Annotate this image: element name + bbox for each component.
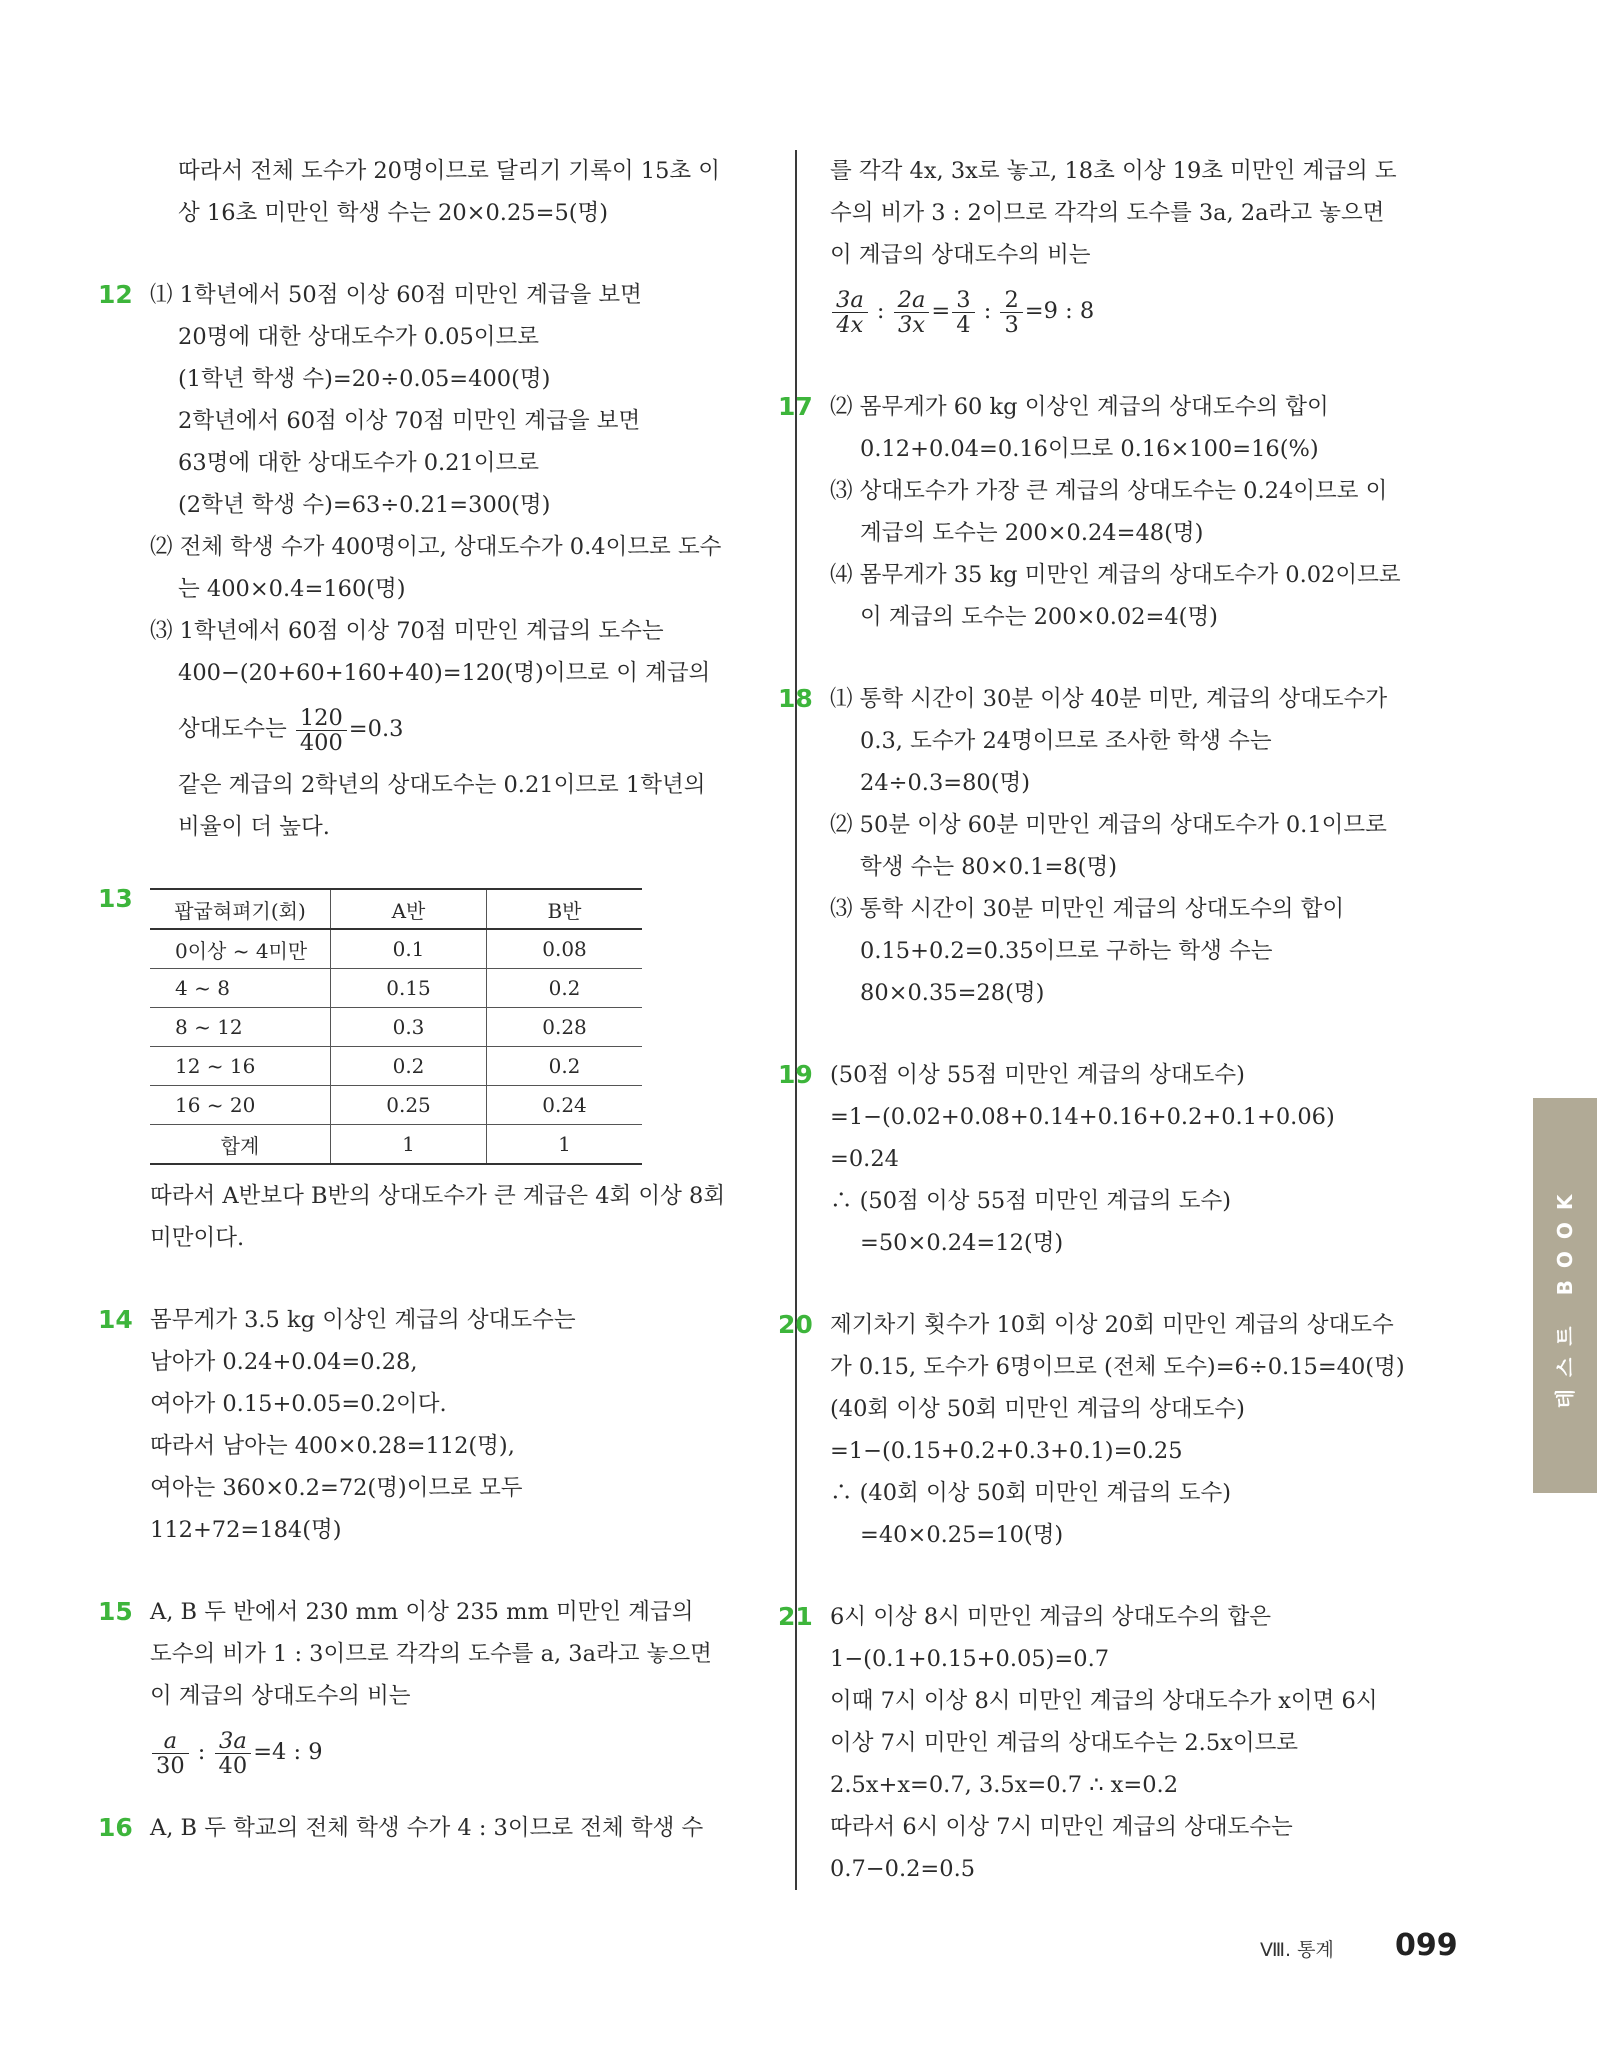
text-line: ∴ (40회 이상 50회 미만인 계급의 도수) <box>830 1480 1232 1506</box>
text-line: =40×0.25=10(명) <box>860 1522 1064 1548</box>
text-line: 는 400×0.4=160(명) <box>178 576 406 602</box>
problem-number: 16 <box>98 1813 133 1842</box>
header-cell: A반 <box>331 889 487 929</box>
problem-16 <box>98 1807 760 1849</box>
text-line: 이상 7시 미만인 계급의 상대도수는 2.5x이므로 <box>830 1730 1299 1756</box>
text-line: 상 16초 미만인 학생 수는 20×0.25=5(명) <box>178 200 609 226</box>
text-line: 몸무게가 3.5 kg 이상인 계급의 상대도수는 <box>150 1307 576 1333</box>
text-line: ∴ (50점 이상 55점 미만인 계급의 도수) <box>830 1188 1232 1214</box>
text-line: 6시 이상 8시 미만인 계급의 상대도수의 합은 <box>830 1604 1272 1630</box>
text-line: ⑴ 1학년에서 50점 이상 60점 미만인 계급을 보면 <box>150 282 642 308</box>
table-cell: 0.1 <box>331 929 487 969</box>
problem-20 <box>778 1304 1450 1556</box>
side-tab-label: 테스트 BOOK <box>1553 1182 1577 1409</box>
fraction <box>952 288 974 337</box>
problem-number: 15 <box>98 1597 133 1626</box>
page-number: 099 <box>1395 1928 1458 1963</box>
text-line: 이때 7시 이상 8시 미만인 계급의 상대도수가 x이면 6시 <box>830 1688 1378 1714</box>
fraction <box>832 288 868 337</box>
denominator: 4x <box>836 311 864 338</box>
text-line: 여아는 360×0.2=72(명)이므로 모두 <box>150 1475 523 1501</box>
problem-17 <box>778 386 1450 638</box>
text-line: 제기차기 횟수가 10회 이상 20회 미만인 계급의 상대도수 <box>830 1312 1394 1338</box>
problem-16-continued <box>830 150 1450 346</box>
denominator: 30 <box>156 1752 185 1779</box>
numerator: 2 <box>1000 288 1022 313</box>
fraction-line <box>150 1717 760 1787</box>
text-line: 1−(0.1+0.15+0.05)=0.7 <box>830 1646 1110 1672</box>
right-column <box>778 150 1450 1890</box>
text-fragment: =9 : 8 <box>1024 298 1095 324</box>
table-row <box>150 1047 642 1086</box>
table-row <box>150 1086 642 1125</box>
text-line: 0.15+0.2=0.35이므로 구하는 학생 수는 <box>860 938 1273 964</box>
numerator: 2a <box>894 288 930 313</box>
text-line: 학생 수는 80×0.1=8(명) <box>860 854 1117 880</box>
text-line: 63명에 대한 상대도수가 0.21이므로 <box>178 450 540 476</box>
text-line: 80×0.35=28(명) <box>860 980 1045 1006</box>
numerator: a <box>152 1729 189 1754</box>
text-line: 계급의 도수는 200×0.24=48(명) <box>860 520 1204 546</box>
table-cell: 1 <box>331 1125 487 1165</box>
problem-number: 21 <box>778 1602 813 1631</box>
text-line: =50×0.24=12(명) <box>860 1230 1064 1256</box>
table-cell: 0.24 <box>487 1086 643 1125</box>
table-total-row <box>150 1125 642 1165</box>
problem-number: 17 <box>778 392 813 421</box>
text-line: ⑵ 50분 이상 60분 미만인 계급의 상대도수가 0.1이므로 <box>830 812 1387 838</box>
table-cell: 8 ~ 12 <box>150 1008 331 1047</box>
table-cell: 0.15 <box>331 969 487 1008</box>
text-line: 가 0.15, 도수가 6명이므로 (전체 도수)=6÷0.15=40(명) <box>830 1354 1405 1380</box>
problem-13 <box>98 884 760 1259</box>
text-line: 이 계급의 상대도수의 비는 <box>150 1683 411 1709</box>
table-cell: 4 ~ 8 <box>150 969 331 1008</box>
denominator: 3 <box>1004 311 1019 338</box>
ratio-sign: : <box>876 298 885 324</box>
frequency-table <box>150 888 642 1165</box>
text-line: 2.5x+x=0.7, 3.5x=0.7 ∴ x=0.2 <box>830 1772 1179 1798</box>
text-line: =0.24 <box>830 1146 899 1172</box>
fraction <box>894 288 930 337</box>
table-cell: 0.28 <box>487 1008 643 1047</box>
table-cell: 0.2 <box>487 969 643 1008</box>
table-cell: 1 <box>487 1125 643 1165</box>
problem-15 <box>98 1591 760 1787</box>
numerator: 3 <box>952 288 974 313</box>
ratio-sign: : <box>983 298 992 324</box>
numerator: 3a <box>832 288 868 313</box>
problem-18 <box>778 678 1450 1014</box>
table-cell: 합계 <box>150 1125 331 1165</box>
text-line: 따라서 남아는 400×0.28=112(명), <box>150 1433 515 1459</box>
header-cell: B반 <box>487 889 643 929</box>
text-line: 도수의 비가 1 : 3이므로 각각의 도수를 a, 3a라고 놓으면 <box>150 1641 712 1667</box>
text-line: 24÷0.3=80(명) <box>860 770 1031 796</box>
fraction <box>1000 288 1022 337</box>
text-line: 0.3, 도수가 24명이므로 조사한 학생 수는 <box>860 728 1272 754</box>
fraction-line <box>830 276 1450 346</box>
problem-19 <box>778 1054 1450 1264</box>
text-line: A, B 두 학교의 전체 학생 수가 4 : 3이므로 전체 학생 수 <box>150 1815 704 1841</box>
chapter-label: Ⅷ. 통계 <box>1260 1939 1334 1961</box>
text-line: ⑶ 상대도수가 가장 큰 계급의 상대도수는 0.24이므로 이 <box>830 478 1388 504</box>
text-line: 따라서 전체 도수가 20명이므로 달리기 기록이 15초 이 <box>178 158 721 184</box>
text-line: ⑴ 통학 시간이 30분 이상 40분 미만, 계급의 상대도수가 <box>830 686 1388 712</box>
left-column <box>98 150 760 1849</box>
table-cell: 0.3 <box>331 1008 487 1047</box>
problem-number: 19 <box>778 1060 813 1089</box>
text-line: 0.7−0.2=0.5 <box>830 1856 976 1882</box>
text-line: ⑶ 1학년에서 60점 이상 70점 미만인 계급의 도수는 <box>150 618 664 644</box>
problem-number: 12 <box>98 280 133 309</box>
text-line: 112+72=184(명) <box>150 1517 342 1543</box>
text-line: 남아가 0.24+0.04=0.28, <box>150 1349 418 1375</box>
text-line: ⑵ 몸무게가 60 kg 이상인 계급의 상대도수의 합이 <box>830 394 1329 420</box>
table-row <box>150 929 642 969</box>
text-line: 수의 비가 3 : 2이므로 각각의 도수를 3a, 2a라고 놓으면 <box>830 200 1385 226</box>
problem-number: 13 <box>98 884 133 913</box>
text-line: 0.12+0.04=0.16이므로 0.16×100=16(%) <box>860 436 1319 462</box>
fraction <box>215 1729 252 1778</box>
text-line: 따라서 A반보다 B반의 상대도수가 큰 계급은 4회 이상 8회 <box>150 1183 726 1209</box>
text-line: ⑷ 몸무게가 35 kg 미만인 계급의 상대도수가 0.02이므로 <box>830 562 1401 588</box>
text-line: (2학년 학생 수)=63÷0.21=300(명) <box>178 492 551 518</box>
table-cell: 0.08 <box>487 929 643 969</box>
text-line: 같은 계급의 2학년의 상대도수는 0.21이므로 1학년의 <box>178 772 706 798</box>
table-cell: 0이상 ~ 4미만 <box>150 929 331 969</box>
table-cell: 12 ~ 16 <box>150 1047 331 1086</box>
text-line: 20명에 대한 상대도수가 0.05이므로 <box>178 324 540 350</box>
text-fragment: 상대도수는 <box>178 716 294 742</box>
text-line: =1−(0.15+0.2+0.3+0.1)=0.25 <box>830 1438 1183 1464</box>
problem-12 <box>98 274 760 848</box>
numerator: 120 <box>296 706 347 731</box>
fraction <box>296 706 347 755</box>
text-line: 400−(20+60+160+40)=120(명)이므로 이 계급의 <box>178 660 711 686</box>
table-row <box>150 1008 642 1047</box>
table-cell: 0.25 <box>331 1086 487 1125</box>
problem-14 <box>98 1299 760 1551</box>
text-line: A, B 두 반에서 230 mm 이상 235 mm 미만인 계급의 <box>150 1599 694 1625</box>
fraction <box>152 1729 189 1778</box>
text-line: 2학년에서 60점 이상 70점 미만인 계급을 보면 <box>178 408 641 434</box>
table-header <box>150 889 642 929</box>
table-cell: 16 ~ 20 <box>150 1086 331 1125</box>
text-line: (1학년 학생 수)=20÷0.05=400(명) <box>178 366 551 392</box>
problem-21 <box>778 1596 1450 1890</box>
text-line: 따라서 6시 이상 7시 미만인 계급의 상대도수는 <box>830 1814 1293 1840</box>
text-line: ⑶ 통학 시간이 30분 미만인 계급의 상대도수의 합이 <box>830 896 1345 922</box>
text-line: 미만이다. <box>150 1225 245 1251</box>
text-line: 이 계급의 도수는 200×0.02=4(명) <box>860 604 1218 630</box>
problem-number: 14 <box>98 1305 133 1334</box>
fraction-line <box>150 694 760 764</box>
text-line: 를 각각 4x, 3x로 놓고, 18초 이상 19초 미만인 계급의 도 <box>830 158 1397 184</box>
text-line: 비율이 더 높다. <box>178 814 330 840</box>
text-line: ⑵ 전체 학생 수가 400명이고, 상대도수가 0.4이므로 도수 <box>150 534 722 560</box>
denominator: 400 <box>299 729 343 756</box>
text-line: (50점 이상 55점 미만인 계급의 상대도수) <box>830 1062 1245 1088</box>
table-row <box>150 969 642 1008</box>
text-fragment: =0.3 <box>348 716 404 742</box>
side-tab <box>1533 1098 1597 1493</box>
denominator: 3x <box>898 311 926 338</box>
table-cell: 0.2 <box>487 1047 643 1086</box>
header-cell: 팝굽혀펴기(회) <box>150 889 331 929</box>
denominator: 40 <box>218 1752 248 1779</box>
text-line: 여아가 0.15+0.05=0.2이다. <box>150 1391 447 1417</box>
ratio-sign: : <box>197 1739 206 1765</box>
denominator: 4 <box>956 311 971 338</box>
text-line: =1−(0.02+0.08+0.14+0.16+0.2+0.1+0.06) <box>830 1104 1335 1130</box>
text-line: (40회 이상 50회 미만인 계급의 상대도수) <box>830 1396 1245 1422</box>
equals-sign: = <box>931 298 951 324</box>
problem-number: 18 <box>778 684 813 713</box>
problem-number: 20 <box>778 1310 813 1339</box>
text-fragment: =4 : 9 <box>253 1739 323 1765</box>
text-line: 이 계급의 상대도수의 비는 <box>830 242 1091 268</box>
numerator: 3a <box>215 1729 252 1754</box>
table-cell: 0.2 <box>331 1047 487 1086</box>
